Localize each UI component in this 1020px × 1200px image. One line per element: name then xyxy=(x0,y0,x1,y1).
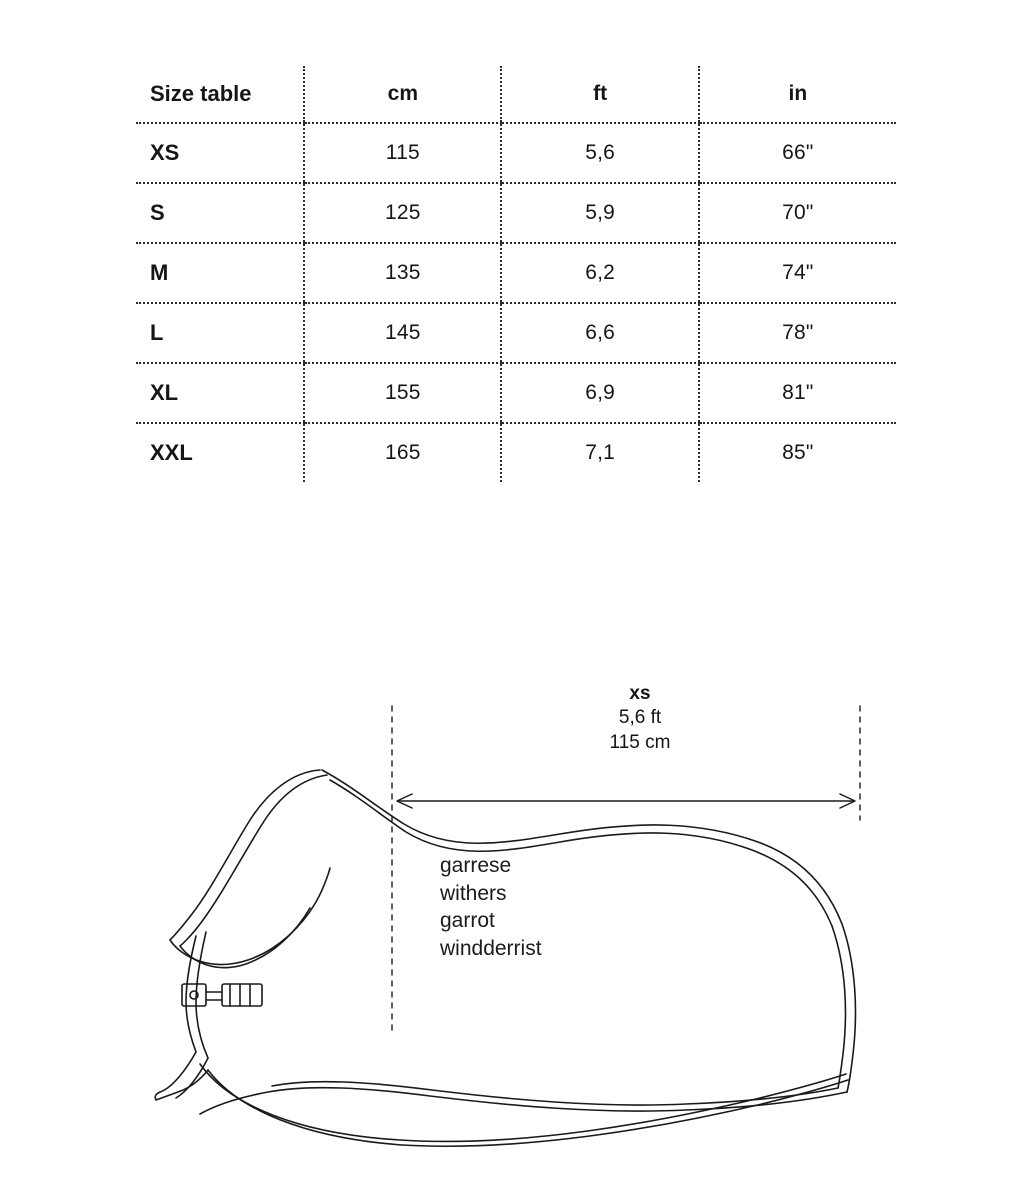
table-row xyxy=(136,303,896,363)
cell-l-ft: 6,6 xyxy=(501,303,698,363)
cell-s-cm: 125 xyxy=(304,183,501,243)
term-windderrist: windderrist xyxy=(440,937,542,961)
dimension-label xyxy=(520,682,760,755)
row-label-l: L xyxy=(136,303,304,363)
cell-l-in: 78" xyxy=(699,303,896,363)
cell-m-ft: 6,2 xyxy=(501,243,698,303)
term-withers: withers xyxy=(440,881,507,905)
table-row xyxy=(136,423,896,482)
column-header-cm: cm xyxy=(304,66,501,123)
blanket-chest-flap xyxy=(155,1052,208,1100)
table-row xyxy=(136,363,896,423)
blanket-neck-lower-edge xyxy=(170,868,330,964)
size-table-grid xyxy=(136,66,896,482)
column-header-size: Size table xyxy=(136,66,304,123)
cell-xl-ft: 6,9 xyxy=(501,363,698,423)
withers-term-list xyxy=(440,852,542,963)
cell-xl-in: 81" xyxy=(699,363,896,423)
row-label-m: M xyxy=(136,243,304,303)
blanket-belly-strap xyxy=(200,1064,846,1141)
term-garrot: garrot xyxy=(440,909,495,933)
buckle-detail-2 xyxy=(230,984,250,1006)
table-row xyxy=(136,243,896,303)
blanket-neck-panel-inner xyxy=(180,775,327,946)
cell-m-cm: 135 xyxy=(304,243,501,303)
cell-s-ft: 5,9 xyxy=(501,183,698,243)
row-label-xl: XL xyxy=(136,363,304,423)
buckle-detail xyxy=(206,992,222,1000)
dimension-cm-label: 115 cm xyxy=(609,731,671,753)
dimension-size-label: xs xyxy=(629,683,651,704)
table-row xyxy=(136,183,896,243)
dimension-feet-label: 5,6 ft xyxy=(618,707,662,729)
cell-xxl-ft: 7,1 xyxy=(501,423,698,482)
blanket-right-edge-inner xyxy=(832,926,845,1088)
row-label-xs: XS xyxy=(136,123,304,183)
row-label-xxl: XXL xyxy=(150,440,193,465)
size-table xyxy=(136,66,896,482)
term-garrese: garrese xyxy=(440,854,512,877)
cell-xs-cm: 115 xyxy=(304,123,501,183)
cell-xxl-in: 85" xyxy=(699,423,896,482)
cell-xl-cm: 155 xyxy=(304,363,501,423)
cell-xxl-cm: 165 xyxy=(304,423,501,482)
cell-l-cm: 145 xyxy=(304,303,501,363)
cell-m-in: 74" xyxy=(699,243,896,303)
cell-xs-in: 66" xyxy=(699,123,896,183)
blanket-top-edge xyxy=(322,770,842,924)
blanket-top-edge-inner xyxy=(330,780,832,926)
column-header-in: in xyxy=(699,66,896,123)
size-table-body xyxy=(136,123,896,482)
blanket-neck-panel xyxy=(170,770,320,940)
cell-s-in: 70" xyxy=(699,183,896,243)
size-table-header xyxy=(136,66,896,123)
cell-xs-ft: 5,6 xyxy=(501,123,698,183)
table-header-row xyxy=(136,66,896,123)
buckle-plate-right xyxy=(222,984,262,1006)
table-row xyxy=(136,123,896,183)
blanket-measurement-diagram xyxy=(0,640,1020,1200)
column-header-ft: ft xyxy=(501,66,698,123)
blanket-belly-strap-2 xyxy=(208,1070,848,1146)
row-label-s: S xyxy=(136,183,304,243)
